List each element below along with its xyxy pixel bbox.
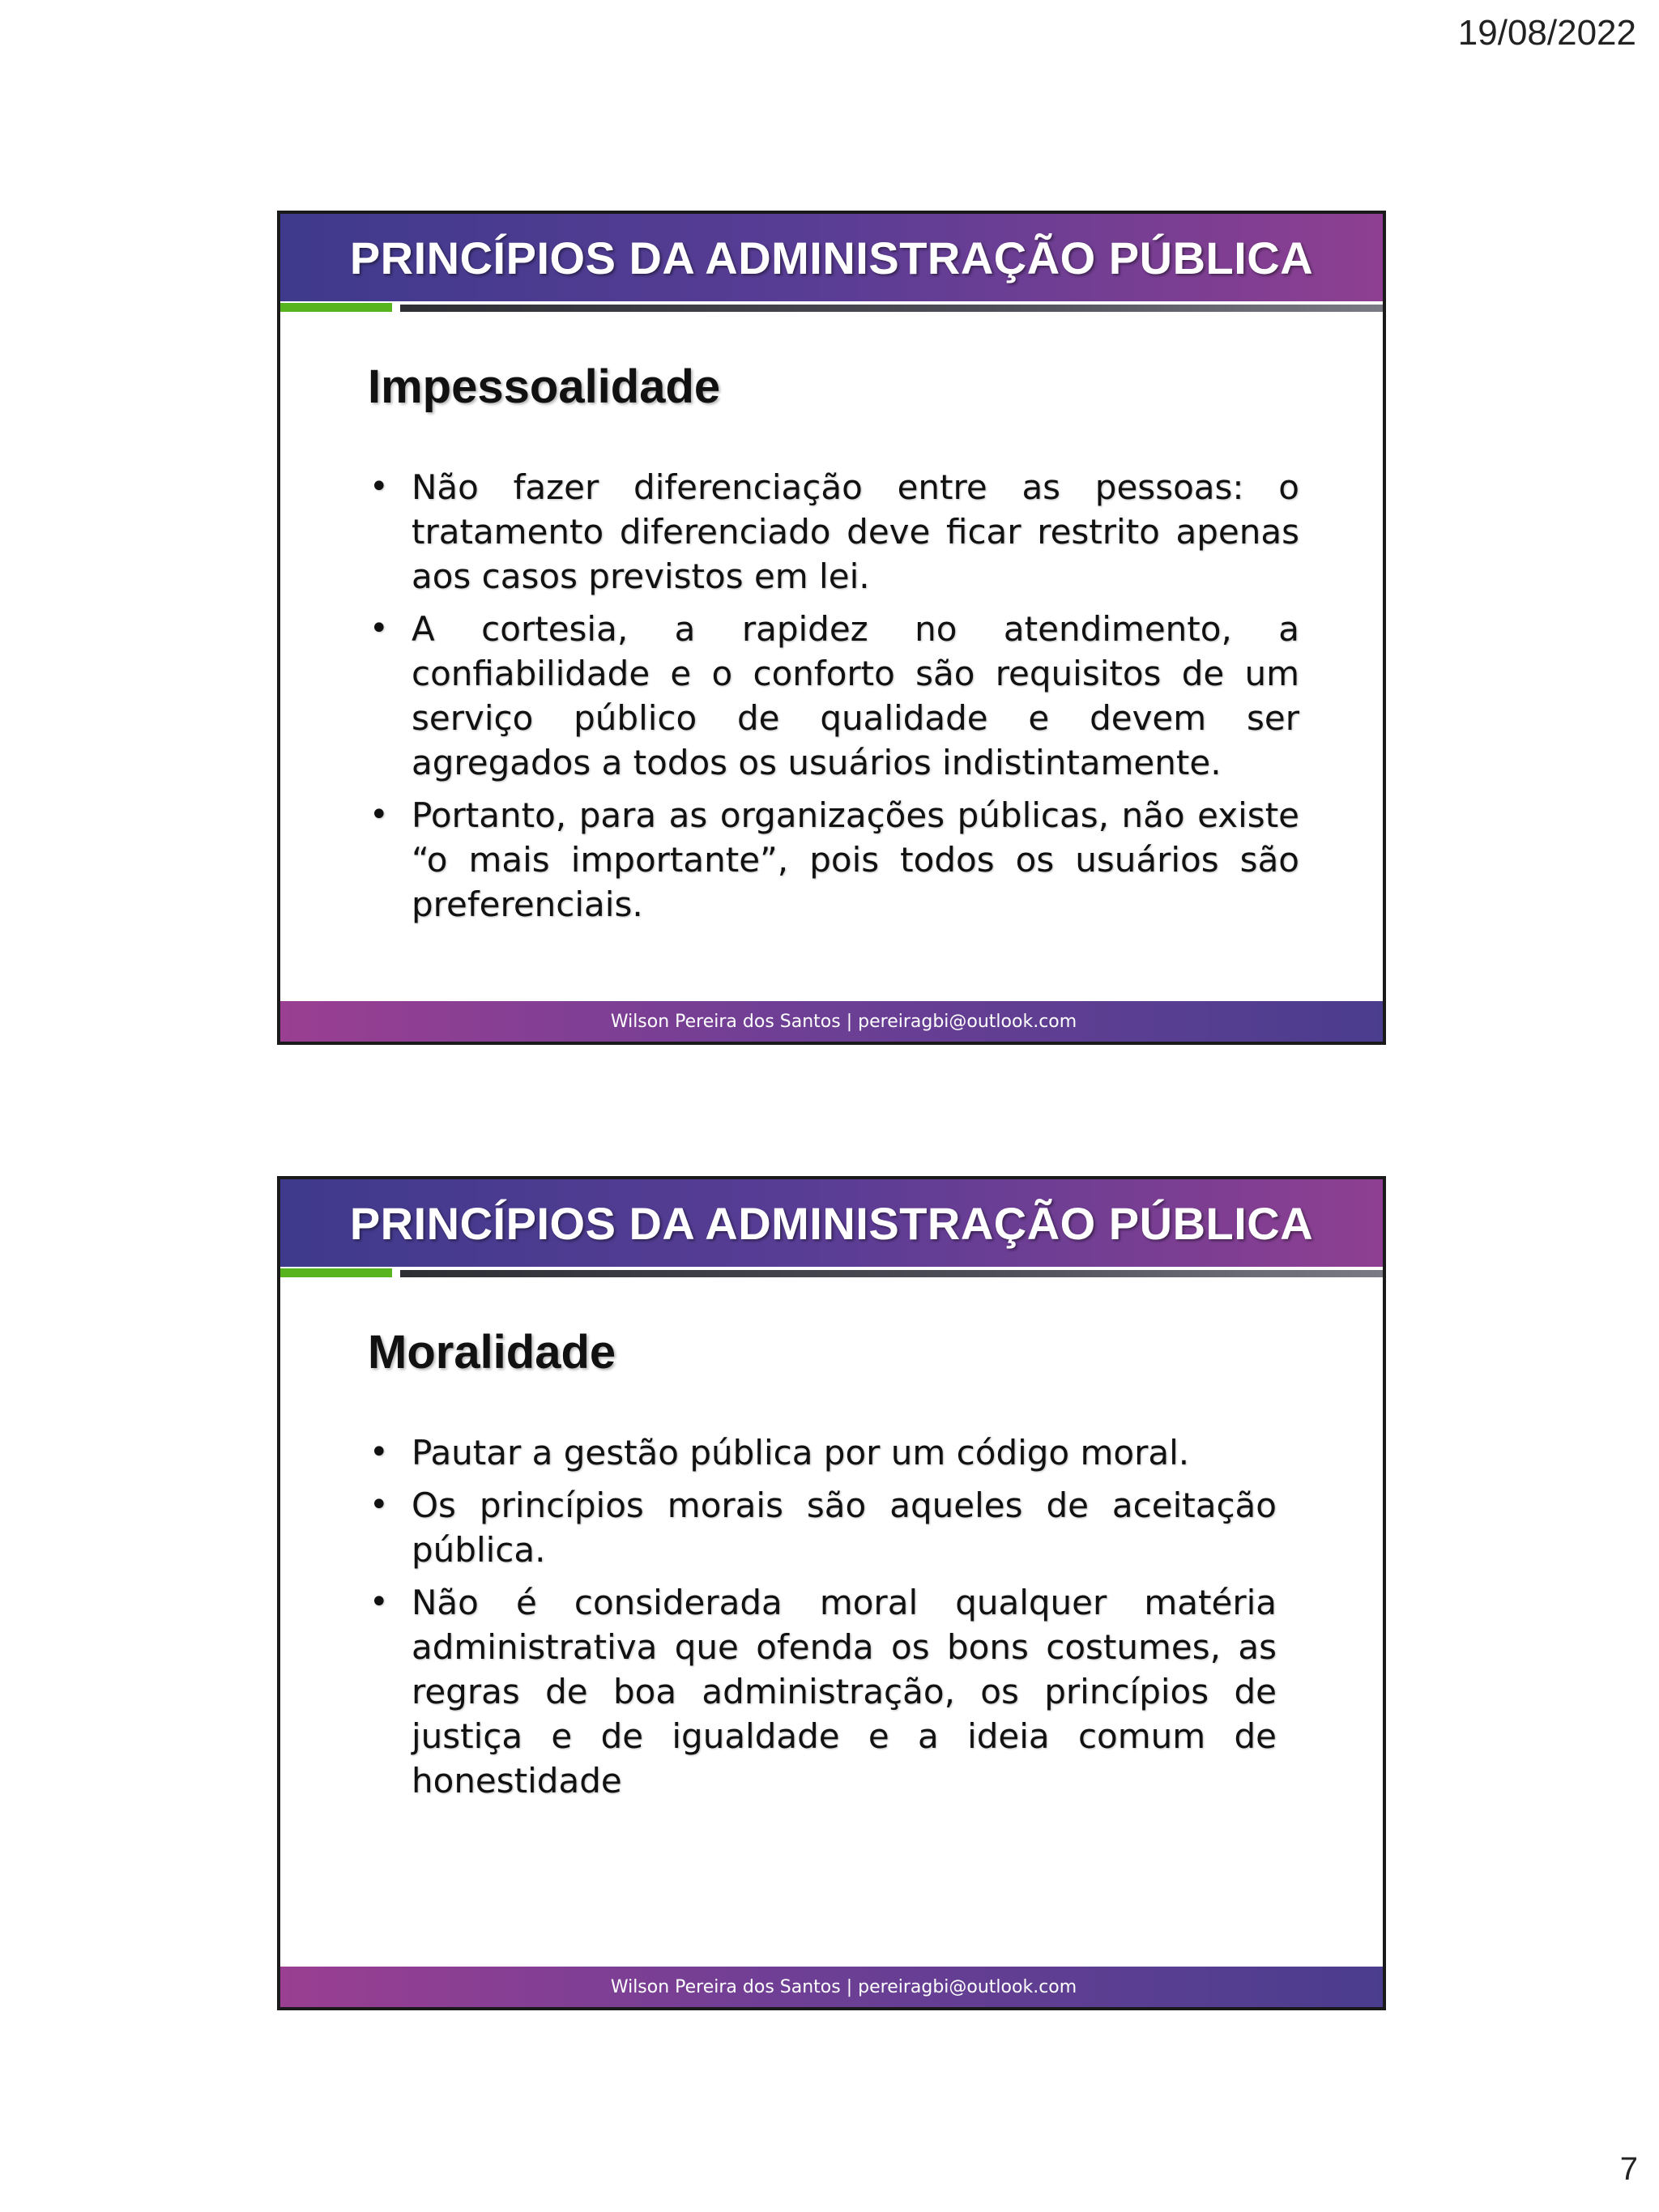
bullet-dot-icon: •: [369, 1434, 389, 1471]
page-date: 19/08/2022: [1457, 13, 1636, 53]
accent-bar-green: [280, 1268, 392, 1277]
bullet-item: [368, 465, 1299, 599]
accent-bar-green: [280, 303, 392, 312]
bullet-item: [368, 793, 1299, 927]
bullet-dot-icon: •: [369, 796, 389, 833]
bullet-text: Pautar a gestão pública por um código moral.: [412, 1433, 1190, 1473]
accent-bar-gray: [400, 305, 1383, 312]
bullet-dot-icon: •: [369, 468, 389, 505]
bullet-item: [368, 1430, 1277, 1475]
bullet-text: Portanto, para as organizações públicas, não existe “o mais importante”, pois todos os usuários são preferenciais.: [412, 795, 1299, 924]
bullet-text: Os princípios morais são aqueles de aceitação pública.: [412, 1485, 1277, 1570]
slide-moralidade: [277, 1176, 1386, 2010]
bullet-list: [368, 465, 1299, 935]
slide-footer: [280, 1001, 1383, 1042]
bullet-item: [368, 607, 1299, 785]
accent-bar-gray: [400, 1270, 1383, 1277]
slide-title: PRINCÍPIOS DA ADMINISTRAÇÃO PÚBLICA: [349, 1197, 1314, 1249]
slide-title: PRINCÍPIOS DA ADMINISTRAÇÃO PÚBLICA: [349, 232, 1314, 283]
bullet-dot-icon: •: [369, 1583, 389, 1621]
page-number: 7: [1619, 2151, 1638, 2187]
slide-impessoalidade: [277, 211, 1386, 1045]
bullet-text: A cortesia, a rapidez no atendimento, a confiabilidade e o conforto são requisitos de um serviço público de qualidade e devem ser agregados a todos os usuários indistintamente.: [412, 609, 1299, 782]
slide-header: [280, 1179, 1383, 1267]
bullet-dot-icon: •: [369, 610, 389, 647]
bullet-text: Não fazer diferenciação entre as pessoas: o tratamento diferenciado deve ficar restrito apenas aos casos previstos em lei.: [412, 467, 1299, 596]
footer-author-text: Wilson Pereira dos Santos | pereiragbi@outlook.com: [610, 1011, 1077, 1032]
bullet-dot-icon: •: [369, 1486, 389, 1524]
slide-footer: [280, 1967, 1383, 2007]
bullet-list: [368, 1430, 1277, 1811]
bullet-text: Não é considerada moral qualquer matéria administrativa que ofenda os bons costumes, as regras de boa administração, os princípios de justiça e de igualdade e a ideia comum de honestidade: [412, 1583, 1277, 1801]
bullet-item: [368, 1483, 1277, 1572]
slide-subtitle: Moralidade: [368, 1326, 616, 1379]
slide-header: [280, 214, 1383, 301]
slide-subtitle: Impessoalidade: [368, 360, 721, 413]
bullet-item: [368, 1580, 1277, 1803]
footer-author-text: Wilson Pereira dos Santos | pereiragbi@outlook.com: [610, 1976, 1077, 1997]
